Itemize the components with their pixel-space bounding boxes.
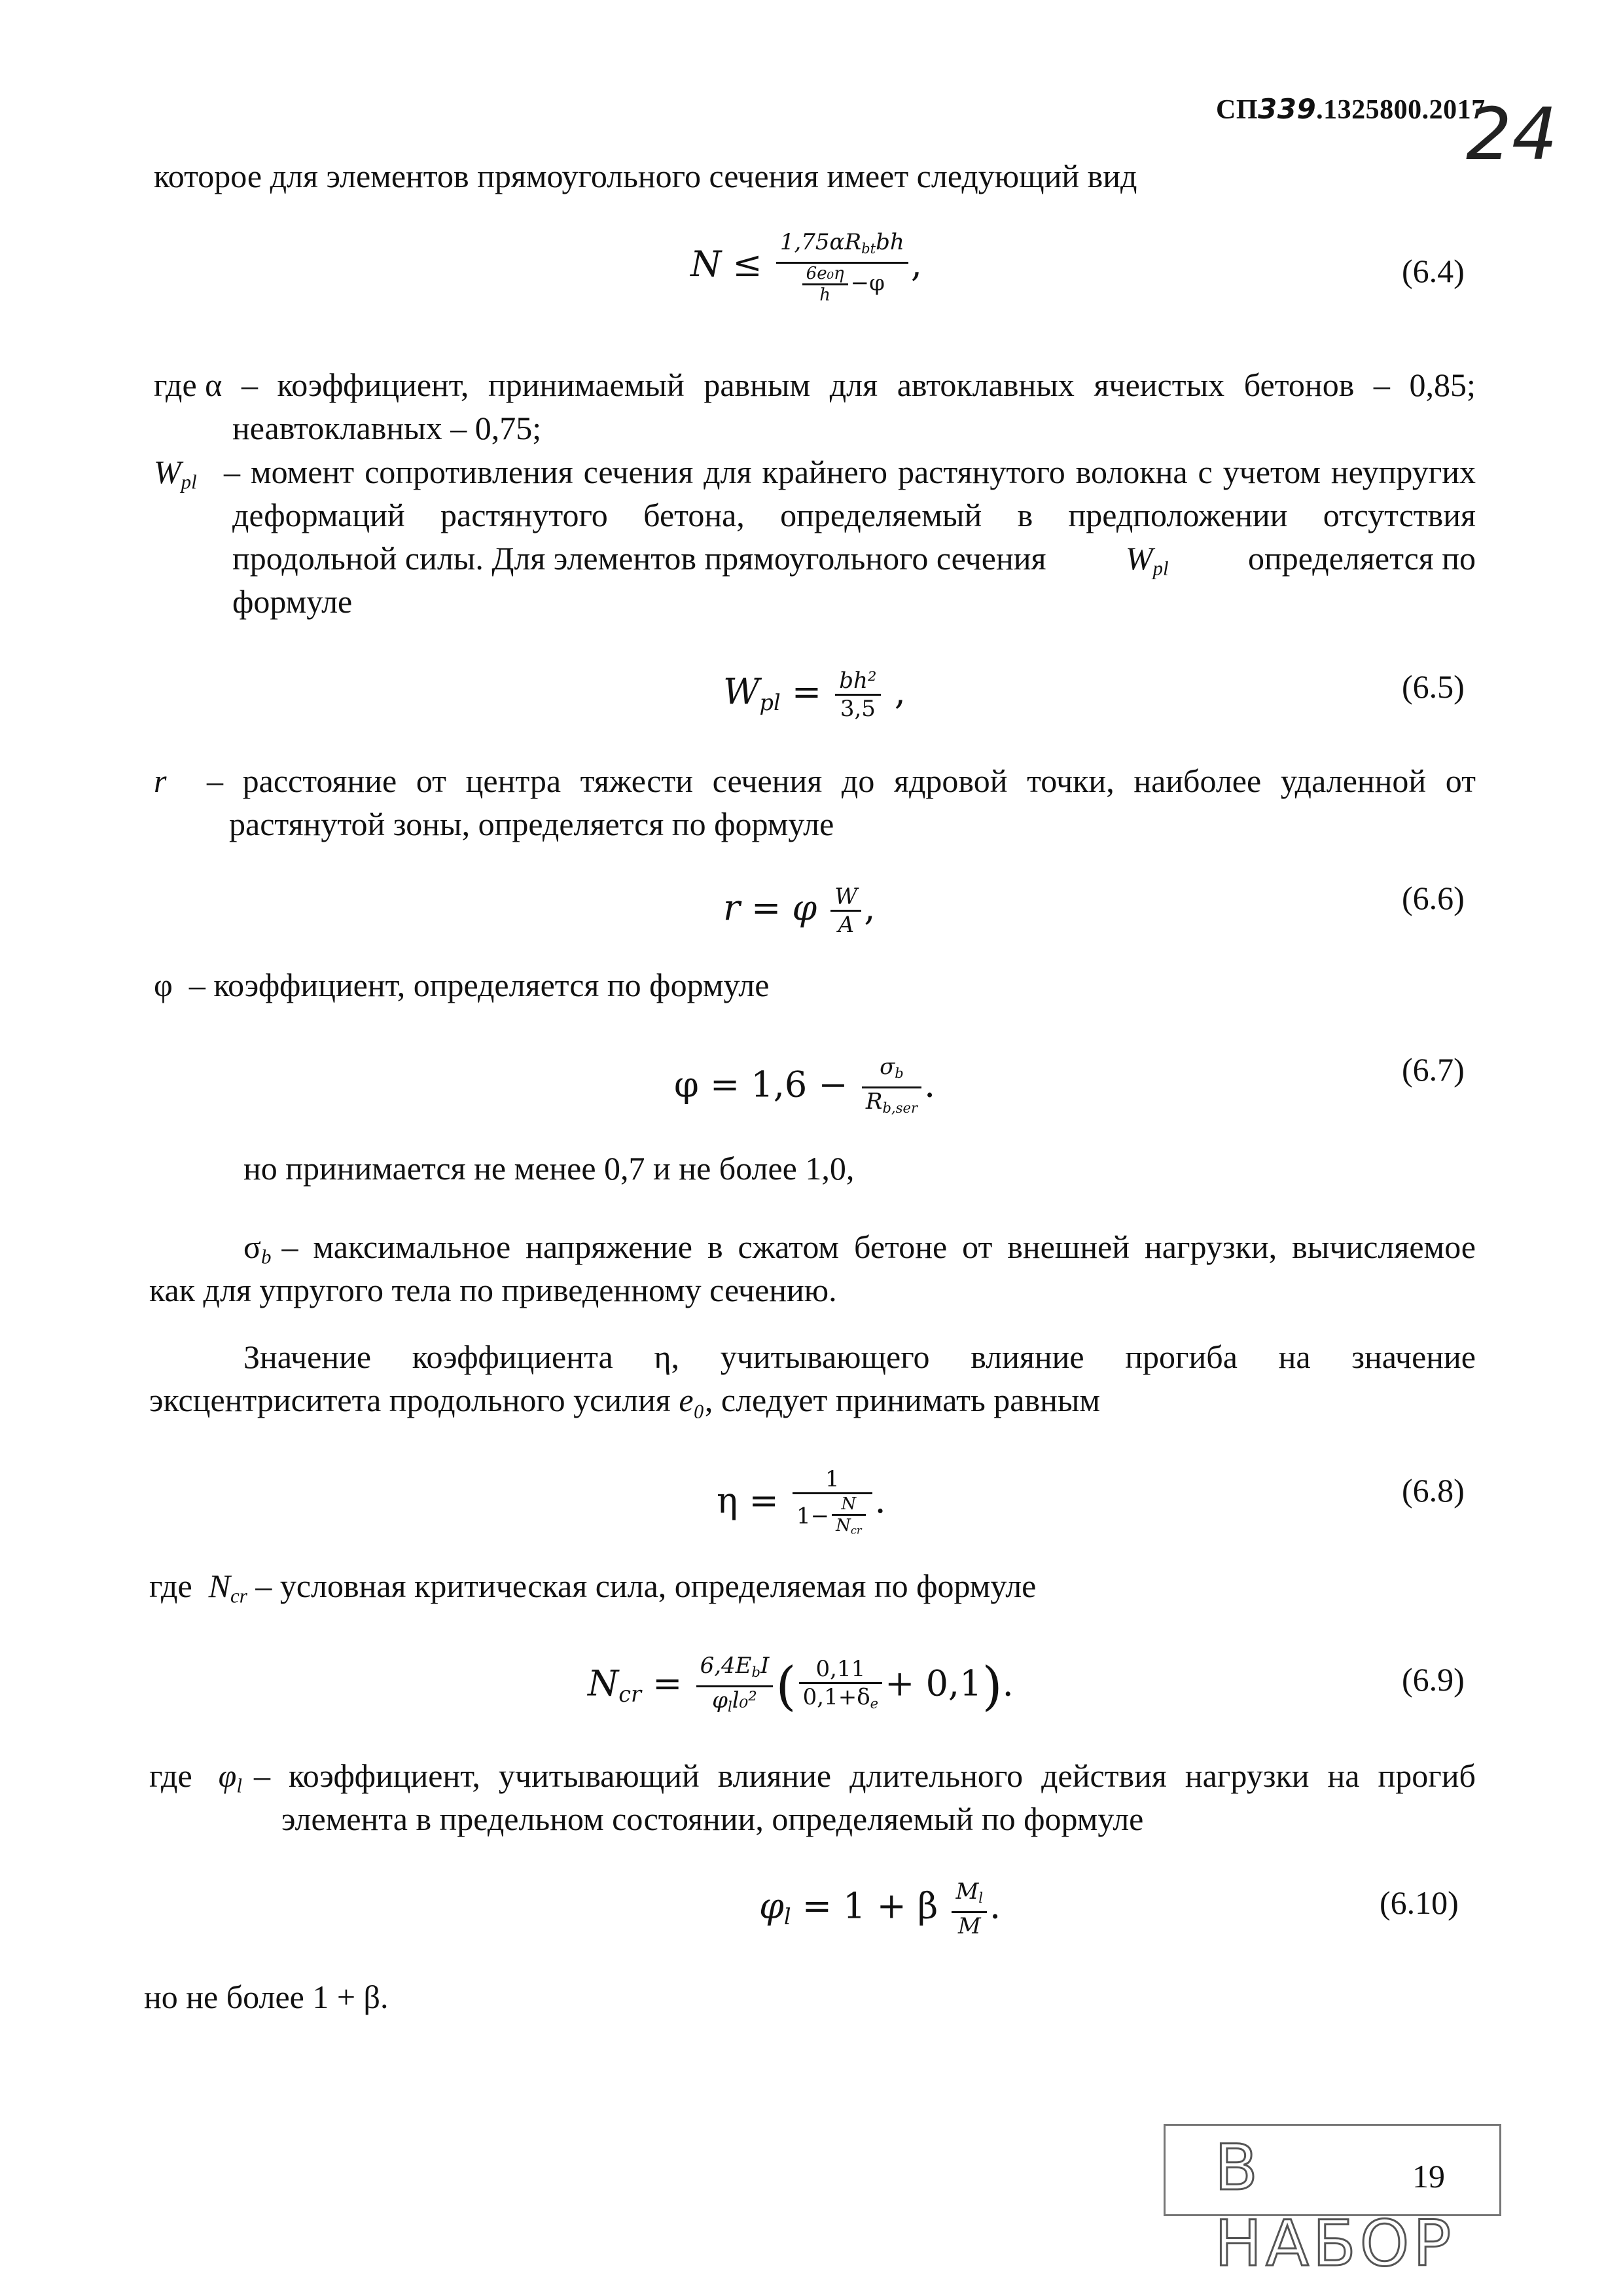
equation-6-7: φ = 1,6 − $\frac{\sigma_b}{R_{b,ser}}$ . bbox=[674, 1054, 936, 1116]
wpl-definition-line1: – момент сопротивления сечения для крайнего растянутого волокна с учетом неупругих bbox=[224, 454, 1476, 490]
alpha-definition-line1: где α – коэффициент, принимаемый равным для автоклавных ячеистых бетонов – 0,85; bbox=[154, 367, 1476, 403]
equation-6-4: N ≤ $1,75\alpha R_{bt}bh$ $\frac{\text{6e₀η}}{h}$ −φ , bbox=[690, 229, 922, 305]
phi-limit-note: но принимается не менее 0,7 и не более 1,0, bbox=[243, 1150, 855, 1187]
handwritten-page-number: 24 bbox=[1466, 92, 1558, 176]
doc-prefix: СП bbox=[1216, 95, 1258, 125]
eta-paragraph-line2: эксцентриситета продольного усилия e₀, следует принимать равным bbox=[149, 1382, 1101, 1418]
final-note: но не более 1 + β. bbox=[144, 1979, 389, 2015]
equation-number-6-4: (6.4) bbox=[1402, 253, 1465, 289]
r-definition-line2: растянутой зоны, определяется по формуле bbox=[229, 806, 834, 842]
alpha-definition-line2: неавтоклавных – 0,75; bbox=[232, 410, 542, 446]
ncr-definition: где $N_{cr}$ – условная критическая сила, определяемая по формуле bbox=[149, 1568, 1037, 1607]
wpl-definition-line4: формуле bbox=[232, 583, 353, 620]
phil-definition-line1: где $\varphi_l$ – коэффициент, учитывающий влияние длительного действия нагрузки на прогиб bbox=[149, 1757, 1476, 1797]
doc-suffix: .1325800.2017 bbox=[1316, 95, 1486, 125]
equation-number-6-10: (6.10) bbox=[1380, 1884, 1459, 1921]
phi-definition: φ – коэффициент, определяется по формуле bbox=[154, 967, 770, 1003]
r-definition-line1: – расстояние от центра тяжести сечения до ядровой точки, наиболее удаленной от bbox=[207, 762, 1476, 799]
doc-handwritten-number: 339 bbox=[1258, 93, 1317, 125]
equation-number-6-8: (6.8) bbox=[1402, 1472, 1465, 1509]
page-number: 19 bbox=[1412, 2158, 1445, 2195]
equation-6-8: η = 1 1− $\frac{N}{N_{cr}}$ . bbox=[717, 1466, 886, 1537]
equation-number-6-9: (6.9) bbox=[1402, 1661, 1465, 1698]
wpl-definition-line2: деформаций растянутого бетона, определяемый в предположении отсутствия bbox=[232, 497, 1476, 533]
eta-paragraph-line1: Значение коэффициента η, учитывающего влияние прогиба на значение bbox=[243, 1338, 1476, 1375]
equation-6-5: $W_{pl}$ = $\frac{\text{bh²}}{3,5}$ , bbox=[723, 668, 906, 722]
phil-definition-line2: элемента в предельном состоянии, определяемый по формуле bbox=[281, 1801, 1144, 1837]
stamp-box bbox=[1164, 2124, 1501, 2280]
equation-number-6-5: (6.5) bbox=[1402, 668, 1465, 705]
equation-6-6: r = φ $\frac{W}{A}$ , bbox=[723, 884, 876, 938]
equation-6-9: $N_{cr}$ = $\frac{6,4E_bI}{\varphi_ll_0^2}$ ( $\frac{0,11}{0,1+\delta_e}$ + 0,1). bbox=[588, 1653, 1014, 1717]
stamp-text: В НАБОР bbox=[1215, 2131, 1455, 2280]
sigma-definition-line1: $\sigma_b$ – максимальное напряжение в сжатом бетоне от внешней нагрузки, вычисляемое bbox=[243, 1229, 1476, 1268]
wpl-definition-line3: продольной силы. Для элементов прямоугольного сечения $W_{pl}$ определяется по bbox=[232, 540, 1476, 580]
equation-6-10: $\varphi_l = 1 + \beta$ $\frac{M_l}{M}$ . bbox=[759, 1878, 1001, 1939]
sigma-definition-line2: как для упругого тела по приведенному сечению. bbox=[149, 1272, 837, 1308]
r-symbol: r bbox=[154, 762, 167, 799]
equation-number-6-7: (6.7) bbox=[1402, 1051, 1465, 1088]
document-code bbox=[1216, 93, 1486, 126]
equation-number-6-6: (6.6) bbox=[1402, 880, 1465, 916]
wpl-symbol: $W_{pl}$ bbox=[154, 454, 197, 493]
intro-line: которое для элементов прямоугольного сечения имеет следующий вид bbox=[154, 158, 1137, 194]
